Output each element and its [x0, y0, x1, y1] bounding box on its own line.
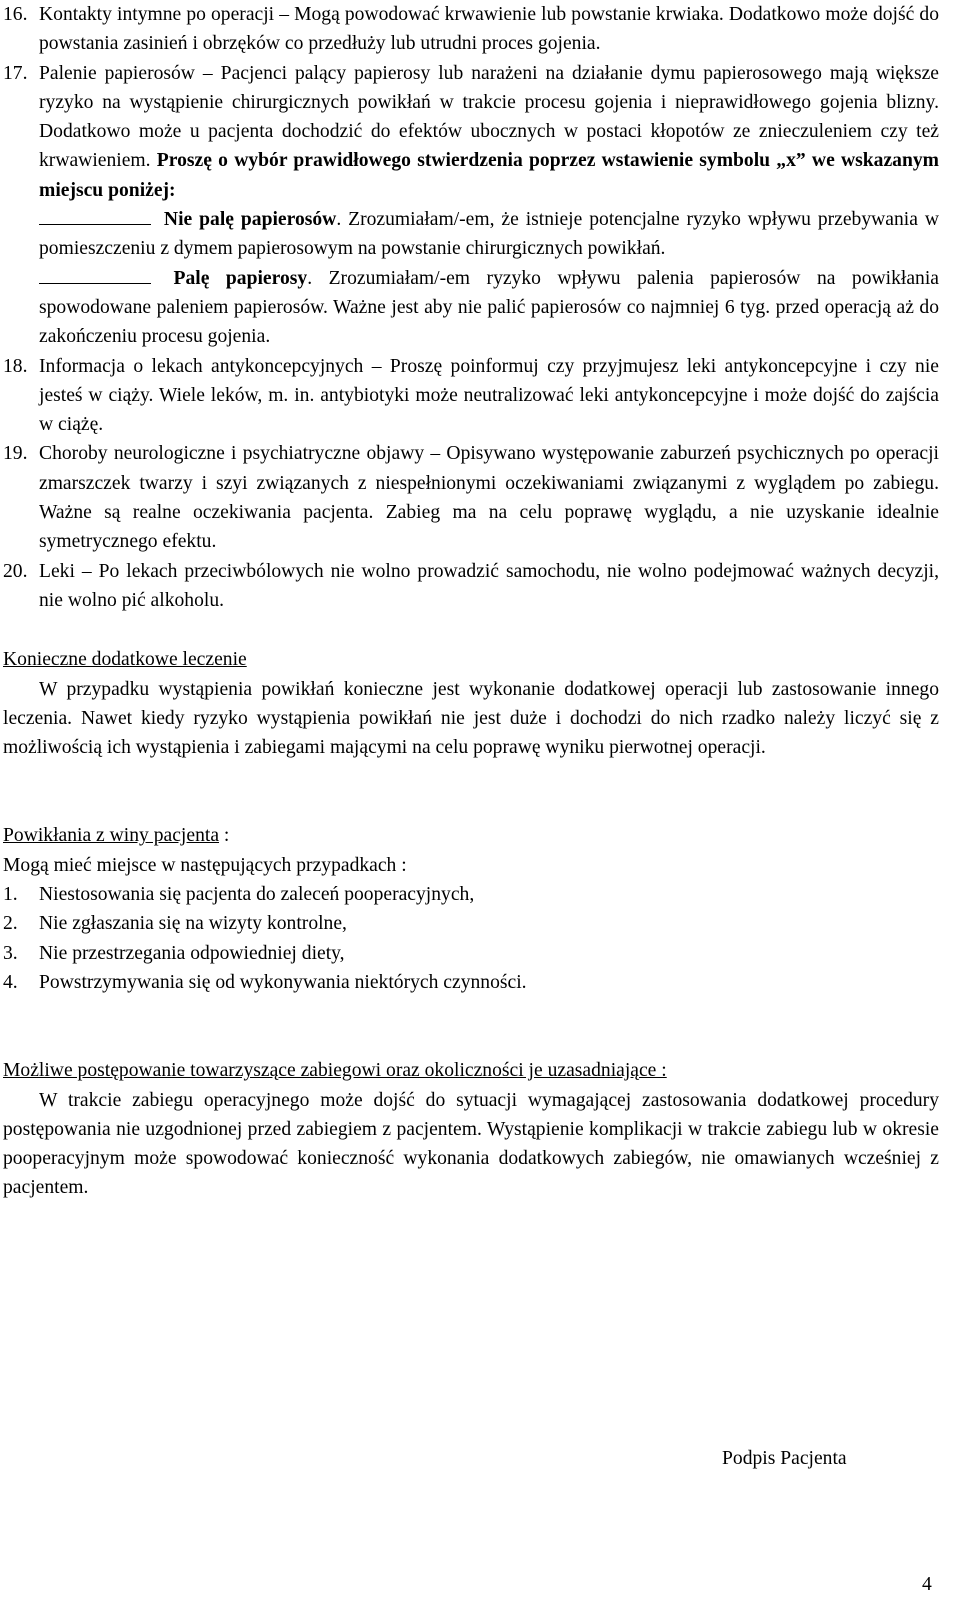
- choice-label: Nie palę papierosów: [163, 209, 337, 231]
- item-text: Choroby neurologiczne i psychiatryczne objawy – Opisywano występowanie zaburzeń psychicznych po operacji zmarszczek twarzy i szyi związanych z niespełnionymi oczekiwaniami związanymi z wyglądem po zabiegu. Ważne są realne oczekiwania pacjenta. Zabieg ma na celu poprawę wyglądu, a nie uzyskanie idealnie symetrycznego efektu.: [39, 443, 939, 553]
- section-additional-treatment: [3, 645, 939, 762]
- list-item-18: [3, 352, 939, 440]
- section-procedure: [3, 1056, 939, 1202]
- item-text: Kontakty intymne po operacji – Mogą powodować krwawienie lub powstanie krwiaka. Dodatkowo może dojść do powstania zasinień i obrzęków co przedłuży lub utrudni proces gojenia.: [39, 4, 939, 55]
- choice-label: Palę papierosy: [173, 267, 308, 289]
- list-item-16: [3, 0, 939, 59]
- list-item: [3, 909, 939, 938]
- section-paragraph: [3, 675, 939, 763]
- list-item-17: [3, 59, 939, 352]
- item-number: 2.: [3, 913, 18, 935]
- item-number: 17.: [3, 62, 28, 84]
- item-text: Niestosowania się pacjenta do zaleceń pooperacyjnych,: [39, 884, 475, 906]
- section-heading: Konieczne dodatkowe leczenie: [3, 649, 247, 671]
- item-number: 19.: [3, 443, 28, 465]
- item-number: 4.: [3, 971, 18, 993]
- paragraph-text: W przypadku wystąpienia powikłań konieczne jest wykonanie dodatkowej operacji lub zastosowanie innego leczenia. Nawet kiedy ryzyko wystąpienia powikłań nie jest duże i dochodzi do nich rzadko należy liczyć się z możliwością ich wystąpienia i zabiegami mającymi na celu poprawę wyniku pierwotnej operacji.: [3, 678, 939, 759]
- list-item: [3, 880, 939, 909]
- section-intro: Mogą mieć miejsce w następujących przypadkach :: [3, 854, 407, 876]
- spacer: [3, 762, 939, 821]
- patient-signature-label: Podpis Pacjenta: [722, 1448, 847, 1469]
- choice-text: . Zrozumiałam/-em ryzyko wpływu palenia papierosów na powikłania spowodowane paleniem papierosów. Ważne jest aby nie palić papierosów co najmniej 6 tyg. przed operacją aż do zakończeniu procesu gojenia.: [39, 267, 939, 348]
- list-item-20: [3, 557, 939, 616]
- document-page: [3, 0, 939, 1203]
- list-item: [3, 968, 939, 997]
- section-heading: Powikłania z winy pacjenta: [3, 825, 220, 847]
- item-text: Powstrzymywania się od wykonywania niektórych czynności.: [39, 971, 527, 993]
- checkbox-blank-smoker[interactable]: [39, 267, 151, 284]
- choice-non-smoker: [39, 205, 939, 264]
- page-number: 4: [922, 1574, 932, 1595]
- paragraph-text: W trakcie zabiegu operacyjnego może dojść do sytuacji wymagającej zastosowania dodatkowej procedury postępowania nie uzgodnionej przed zabiegiem z pacjentem. Wystąpienie komplikacji w trakcie zabiegu lub w okresie pooperacyjnym może spowodować konieczność wykonania dodatkowych zabiegów, nie omawianych wcześniej z pacjentem.: [3, 1089, 939, 1199]
- item-text: Palenie papierosów – Pacjenci palący papierosy lub narażeni na działanie dymu papierosowego mają większe ryzyko na wystąpienie chirurgicznych powikłań w trakcie procesu gojenia i nieprawidłowego gojenia blizny. Dodatkowo może u pacjenta dochodzić do efektów ubocznych w postaci kłopotów ze znieczuleniem czy też krwawieniem.: [39, 62, 939, 172]
- spacer: [3, 997, 939, 1056]
- spacer: [3, 615, 939, 645]
- item-text: Leki – Po lekach przeciwbólowych nie wolno prowadzić samochodu, nie wolno podejmować ważnych decyzji, nie wolno pić alkoholu.: [39, 560, 939, 611]
- choice-text: . Zrozumiałam/-em, że istnieje potencjalne ryzyko wpływu przebywania w pomieszczeniu z dymem papierosowym na powstanie chirurgicznych powikłań.: [39, 209, 939, 260]
- selection-instruction: Proszę o wybór prawidłowego stwierdzenia poprzez wstawienie symbolu „x” we wskazanym miejscu poniżej:: [39, 150, 939, 201]
- item-number: 18.: [3, 355, 28, 377]
- item-number: 16.: [3, 4, 28, 25]
- item-text: Nie przestrzegania odpowiedniej diety,: [39, 942, 345, 964]
- list-item-19: [3, 439, 939, 556]
- item-number: 3.: [3, 942, 18, 964]
- item-text: Nie zgłaszania się na wizyty kontrolne,: [39, 913, 347, 935]
- section-heading: Możliwe postępowanie towarzyszące zabiegowi oraz okoliczności je uzasadniające :: [3, 1060, 667, 1082]
- section-paragraph: [3, 1086, 939, 1203]
- section-patient-fault: [3, 821, 939, 997]
- heading-suffix: :: [219, 825, 230, 847]
- choice-smoker: [39, 264, 939, 352]
- item-number: 1.: [3, 884, 18, 906]
- item-number: 20.: [3, 560, 28, 582]
- list-item: [3, 939, 939, 968]
- checkbox-blank-non-smoker[interactable]: [39, 208, 151, 225]
- item-text: Informacja o lekach antykoncepcyjnych – Proszę poinformuj czy przyjmujesz leki antykoncepcyjne i czy nie jesteś w ciąży. Wiele leków, m. in. antybiotyki może neutralizować leki antykoncepcyjne i może dojść do zajścia w ciążę.: [39, 355, 939, 436]
- section-heading-row: [3, 821, 939, 850]
